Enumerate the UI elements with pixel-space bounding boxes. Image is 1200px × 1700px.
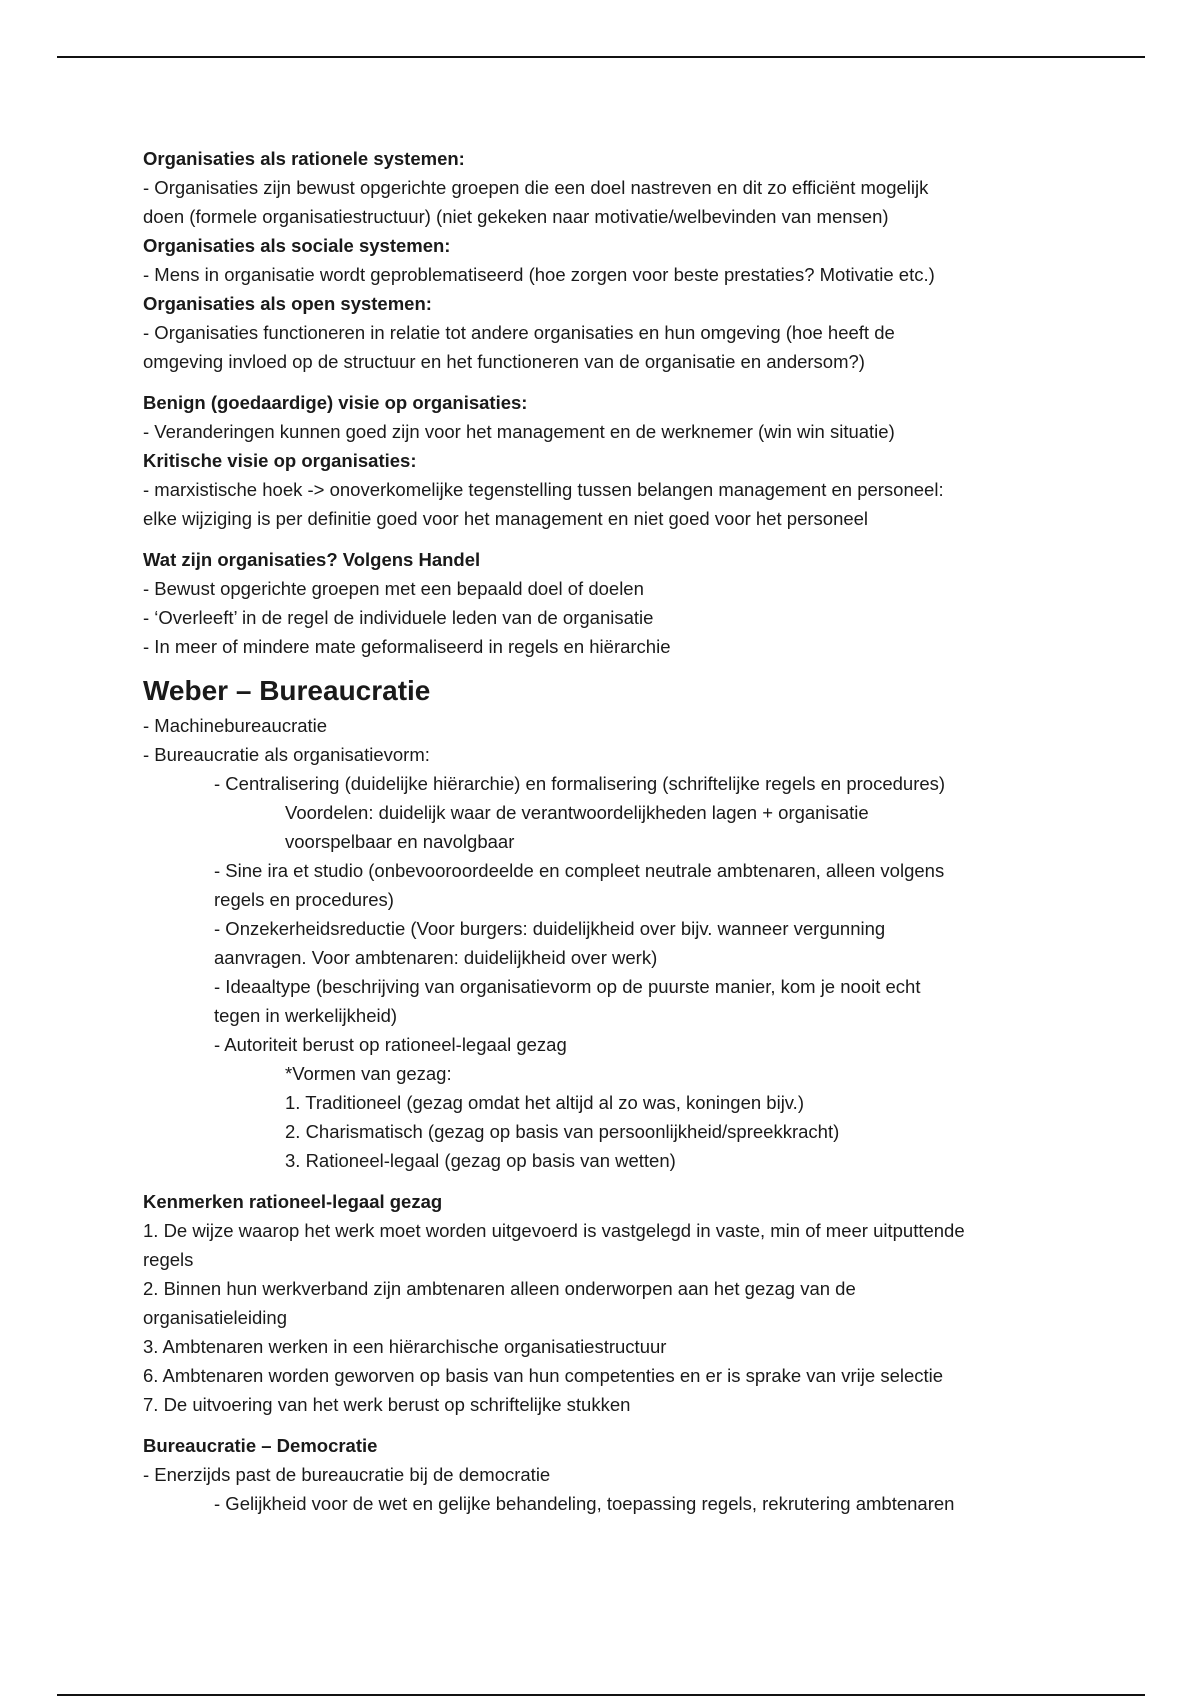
list-item: - Gelijkheid voor de wet en gelijke behandeling, toepassing regels, rekrutering ambtenaren: [214, 1493, 955, 1514]
text-line: regels en procedures): [214, 889, 394, 910]
heading-what-are-organisations: Wat zijn organisaties? Volgens Handel: [143, 549, 481, 570]
heading-benign-vision: Benign (goedaardige) visie op organisaties:: [143, 392, 528, 413]
text-line: elke wijziging is per definitie goed voor het management en niet goed voor het personeel: [143, 508, 869, 529]
heading-rational-systems: Organisaties als rationele systemen:: [143, 148, 465, 169]
text-line: organisatieleiding: [143, 1307, 287, 1328]
text-line: - Veranderingen kunnen goed zijn voor het management en de werknemer (win win situatie): [143, 421, 895, 442]
list-item: 1. Traditioneel (gezag omdat het altijd al zo was, koningen bijv.): [285, 1092, 804, 1113]
list-item: - In meer of mindere mate geformaliseerd in regels en hiërarchie: [143, 636, 671, 657]
text-line: omgeving invloed op de structuur en het functioneren van de organisatie en andersom?): [143, 351, 865, 372]
list-item: 3. Rationeel-legaal (gezag op basis van wetten): [285, 1150, 676, 1171]
list-item: 6. Ambtenaren worden geworven op basis van hun competenties en er is sprake van vrije selectie: [143, 1365, 944, 1386]
list-item: - Autoriteit berust op rationeel-legaal gezag: [214, 1034, 567, 1055]
text-line: - marxistische hoek -> onoverkomelijke tegenstelling tussen belangen management en personeel:: [143, 479, 944, 500]
list-item: - Ideaaltype (beschrijving van organisatievorm op de puurste manier, kom je nooit echt: [214, 976, 921, 997]
footer-rule: [57, 1694, 1145, 1696]
document-body: [143, 144, 1083, 1518]
text-line: - Organisaties zijn bewust opgerichte groepen die een doel nastreven en dit zo efficiënt mogelijk: [143, 177, 929, 198]
list-item: - Bureaucratie als organisatievorm:: [143, 744, 430, 765]
text-line: - Organisaties functioneren in relatie tot andere organisaties en hun omgeving (hoe heeft de: [143, 322, 895, 343]
list-item: - Machinebureaucratie: [143, 715, 328, 736]
list-item: 7. De uitvoering van het werk berust op schriftelijke stukken: [143, 1394, 631, 1415]
list-item: 1. De wijze waarop het werk moet worden uitgevoerd is vastgelegd in vaste, min of meer uitputtende: [143, 1220, 965, 1241]
text-line: voorspelbaar en navolgbaar: [285, 831, 515, 852]
list-item: 3. Ambtenaren werken in een hiërarchische organisatiestructuur: [143, 1336, 667, 1357]
text-line: *Vormen van gezag:: [285, 1063, 452, 1084]
heading-kenmerken: Kenmerken rationeel-legaal gezag: [143, 1191, 443, 1212]
list-item: - Bewust opgerichte groepen met een bepaald doel of doelen: [143, 578, 644, 599]
list-item: - ‘Overleeft’ in de regel de individuele leden van de organisatie: [143, 607, 654, 628]
header-rule: [57, 56, 1145, 58]
heading-open-systems: Organisaties als open systemen:: [143, 293, 432, 314]
text-line: Voordelen: duidelijk waar de verantwoordelijkheden lagen + organisatie: [285, 802, 869, 823]
heading-bureaucratie-democratie: Bureaucratie – Democratie: [143, 1435, 378, 1456]
list-item: 2. Binnen hun werkverband zijn ambtenaren alleen onderworpen aan het gezag van de: [143, 1278, 856, 1299]
list-item: - Centralisering (duidelijke hiërarchie) en formalisering (schriftelijke regels en procedures): [214, 773, 946, 794]
text-line: tegen in werkelijkheid): [214, 1005, 398, 1026]
list-item: 2. Charismatisch (gezag op basis van persoonlijkheid/spreekkracht): [285, 1121, 840, 1142]
text-line: doen (formele organisatiestructuur) (niet gekeken naar motivatie/welbevinden van mensen): [143, 206, 889, 227]
text-line: regels: [143, 1249, 194, 1270]
list-item: - Onzekerheidsreductie (Voor burgers: duidelijkheid over bijv. wanneer vergunning: [214, 918, 886, 939]
list-item: - Enerzijds past de bureaucratie bij de democratie: [143, 1464, 551, 1485]
text-line: - Mens in organisatie wordt geproblematiseerd (hoe zorgen voor beste prestaties? Motivatie etc.): [143, 264, 935, 285]
list-item: - Sine ira et studio (onbevooroordeelde en compleet neutrale ambtenaren, alleen volgens: [214, 860, 945, 881]
heading-critical-vision: Kritische visie op organisaties:: [143, 450, 417, 471]
section-title-weber: Weber – Bureaucratie: [143, 675, 431, 706]
text-line: aanvragen. Voor ambtenaren: duidelijkheid over werk): [214, 947, 658, 968]
heading-social-systems: Organisaties als sociale systemen:: [143, 235, 451, 256]
